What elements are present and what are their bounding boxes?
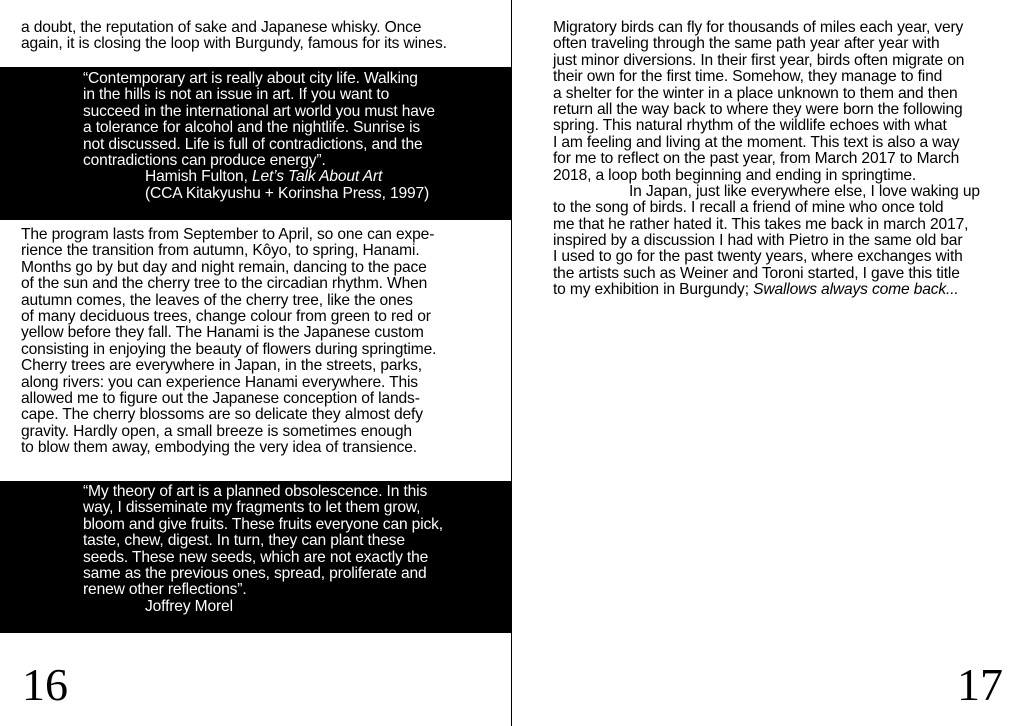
- text-line: allowed me to figure out the Japanese conception of lands-: [21, 389, 420, 407]
- left-page: [0, 0, 511, 726]
- text-fragment: to my exhibition in Burgundy;: [553, 281, 749, 299]
- text-line: Cherry trees are everywhere in Japan, in the streets, parks,: [21, 357, 422, 375]
- text-line: of the sun and the cherry tree to the circadian rhythm. When: [21, 275, 428, 293]
- text-line: yellow before they fall. The Hanami is the Japanese custom: [21, 324, 424, 342]
- text-line: rience the transition from autumn, Kôyo, to spring, Hanami.: [21, 242, 420, 260]
- text-line: 2018, a loop both beginning and ending in springtime.: [553, 166, 917, 184]
- text-line: In Japan, just like everywhere else, I love waking up: [629, 182, 980, 200]
- page-number-right: 17: [957, 659, 1003, 710]
- text-line: to the song of birds. I recall a friend of mine who once told: [553, 199, 944, 217]
- text-line: me that he rather hated it. This takes me back in march 2017,: [553, 215, 969, 233]
- quote-block-fulton: [0, 67, 511, 220]
- quote-line: “Contemporary art is really about city life. Walking: [83, 70, 418, 87]
- text-line-last: [553, 282, 980, 298]
- text-line: I am feeling and living at the moment. This text is also a way: [553, 133, 960, 151]
- text-line: for me to reflect on the past year, from March 2017 to March: [553, 150, 960, 168]
- quote-author: Hamish Fulton,: [145, 168, 248, 186]
- quote-line: not discussed. Life is full of contradictions, and the: [83, 135, 423, 153]
- quote-block-morel: [0, 481, 511, 633]
- quote-publisher: (CCA Kitakyushu + Korinsha Press, 1997): [145, 184, 430, 202]
- text-line: return all the way back to where they were born the following: [553, 100, 963, 118]
- quote-line: “My theory of art is a planned obsolescence. In this: [83, 483, 428, 500]
- quote-author: Joffrey Morel: [145, 597, 233, 615]
- text-line: the artists such as Weiner and Toroni started, I gave this title: [553, 264, 960, 282]
- text-line: Months go by but day and night remain, dancing to the pace: [21, 258, 427, 276]
- text-line: often traveling through the same path year after year with: [553, 35, 940, 53]
- quote-line: seeds. These new seeds, which are not exactly the: [83, 548, 429, 566]
- text-line: inspired by a discussion I had with Pietro in the same old bar: [553, 232, 963, 250]
- quote-line: renew other reflections”.: [83, 581, 247, 599]
- top-paragraph: [21, 20, 447, 53]
- quote-line: bloom and give fruits. These fruits everyone can pick,: [83, 515, 443, 533]
- text-line: spring. This natural rhythm of the wildlife echoes with what: [553, 117, 947, 135]
- body-paragraph: [21, 227, 436, 456]
- quote-line: same as the previous ones, spread, proliferate and: [83, 564, 427, 582]
- right-page: [512, 0, 1023, 726]
- text-line: to blow them away, embodying the very idea of transience.: [21, 439, 417, 457]
- quote-attribution: [83, 169, 435, 185]
- text-line: gravity. Hardly open, a small breeze is sometimes enough: [21, 422, 412, 440]
- quote-line: contradictions can produce energy”.: [83, 151, 326, 169]
- text-line: again, it is closing the loop with Burgundy, famous for its wines.: [21, 35, 447, 53]
- exhibition-title: Swallows always come back...: [753, 281, 959, 299]
- text-line: of many deciduous trees, change colour from green to red or: [21, 307, 431, 325]
- quote-line: a tolerance for alcohol and the nightlife. Sunrise is: [83, 119, 421, 137]
- text-line: just minor diversions. In their first year, birds often migrate on: [553, 51, 965, 69]
- quote-line: way, I disseminate my fragments to let them grow,: [83, 499, 421, 517]
- quote-text: [83, 71, 435, 202]
- page-number-left: 16: [22, 659, 68, 710]
- right-text: [553, 20, 980, 299]
- text-line: their own for the first time. Somehow, they manage to find: [553, 68, 943, 86]
- quote-line: in the hills is not an issue in art. If you want to: [83, 86, 390, 104]
- quote-line: taste, chew, digest. In turn, they can plant these: [83, 532, 405, 550]
- quote-text: [83, 484, 443, 615]
- quote-book-title: Let’s Talk About Art: [251, 168, 383, 186]
- text-line: The program lasts from September to April, so one can expe-: [21, 226, 435, 243]
- quote-line: succeed in the international art world you must have: [83, 102, 435, 120]
- text-line: along rivers: you can experience Hanami everywhere. This: [21, 373, 418, 391]
- text-line: cape. The cherry blossoms are so delicate they almost defy: [21, 406, 423, 424]
- text-line: autumn comes, the leaves of the cherry tree, like the ones: [21, 291, 413, 309]
- text-line: a shelter for the winter in a place unknown to them and then: [553, 84, 958, 102]
- text-line: Migratory birds can fly for thousands of miles each year, very: [553, 19, 964, 36]
- text-line: I used to go for the past twenty years, where exchanges with: [553, 248, 963, 266]
- text-line: a doubt, the reputation of sake and Japanese whisky. Once: [21, 19, 422, 36]
- text-line: consisting in enjoying the beauty of flowers during springtime.: [21, 340, 437, 358]
